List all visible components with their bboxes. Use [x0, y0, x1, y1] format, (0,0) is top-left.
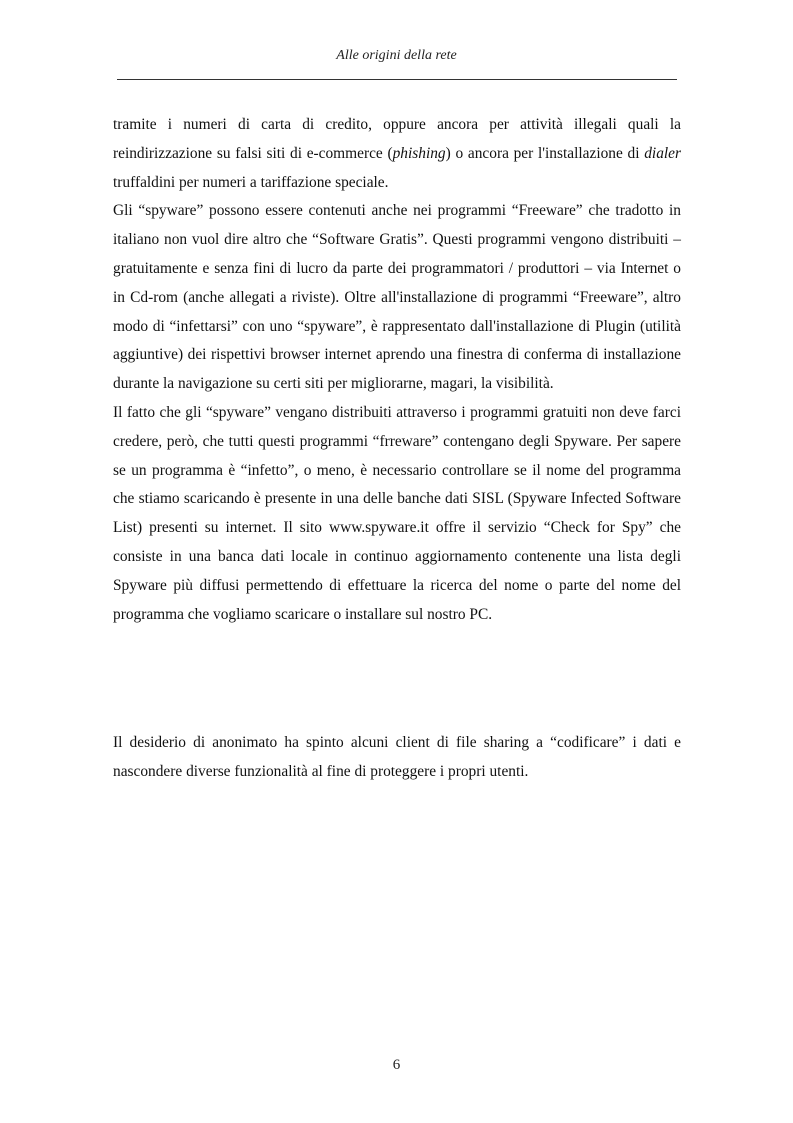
dialer-term: dialer: [644, 144, 681, 162]
body-text: [113, 111, 681, 787]
running-header: Alle origini della rete: [336, 48, 457, 63]
header-divider: [117, 79, 677, 80]
paragraph-1: [113, 111, 681, 197]
phishing-term: phishing: [392, 144, 446, 162]
paragraph-4: Il desiderio di anonimato ha spinto alcuni client di file sharing a “codificare” i dati e nascondere diverse funzionalità al fine di proteggere i propri utenti.: [113, 734, 681, 781]
paragraph-1-part-a: tramite i numeri di carta di credito, oppure ancora per attività illegali quali la reindirizzazione su falsi siti di e-commerce (: [113, 116, 681, 162]
paragraph-1-part-b: ) o ancora per l'installazione di: [445, 144, 645, 162]
paragraph-3: Il fatto che gli “spyware” vengano distribuiti attraverso i programmi gratuiti non deve farci credere, però, che tutti questi programmi “frreware” contengano degli Spyware. Per sapere se un programma è “infetto”, o meno, è necessario controllare se il nome del programma che stiamo scaricando è presente in una delle banche dati SISL (Spyware Infected Software List) presenti su internet. Il sito www.spyware.it offre il servizio “Check for Spy” che consiste in una banca dati locale in continuo aggiornamento contenente una lista degli Spyware più diffusi permettendo di effettuare la ricerca del nome o parte del nome del programma che vogliamo scaricare o installare sul nostro PC.: [113, 403, 681, 623]
paragraph-spacer: [113, 629, 681, 729]
paragraph-1-part-c: truffaldini per numeri a tariffazione speciale.: [113, 173, 389, 191]
page-number: 6: [392, 1057, 401, 1073]
paragraph-2: Gli “spyware” possono essere contenuti anche nei programmi “Freeware” che tradotto in italiano non vuol dire altro che “Software Gratis”. Questi programmi vengono distribuiti – gratuitamente e senza fini di lucro da parte dei programmatori / produttori – via Internet o in Cd-rom (anche allegati a riviste). Oltre all'installazione di programmi “Freeware”, altro modo di “infettarsi” con uno “spyware”, è rappresentato dall'installazione di Plugin (utilità aggiuntive) dei rispettivi browser internet aprendo una finestra di conferma di installazione durante la navigazione su certi siti per migliorarne, magari, la visibilità.: [113, 202, 681, 393]
